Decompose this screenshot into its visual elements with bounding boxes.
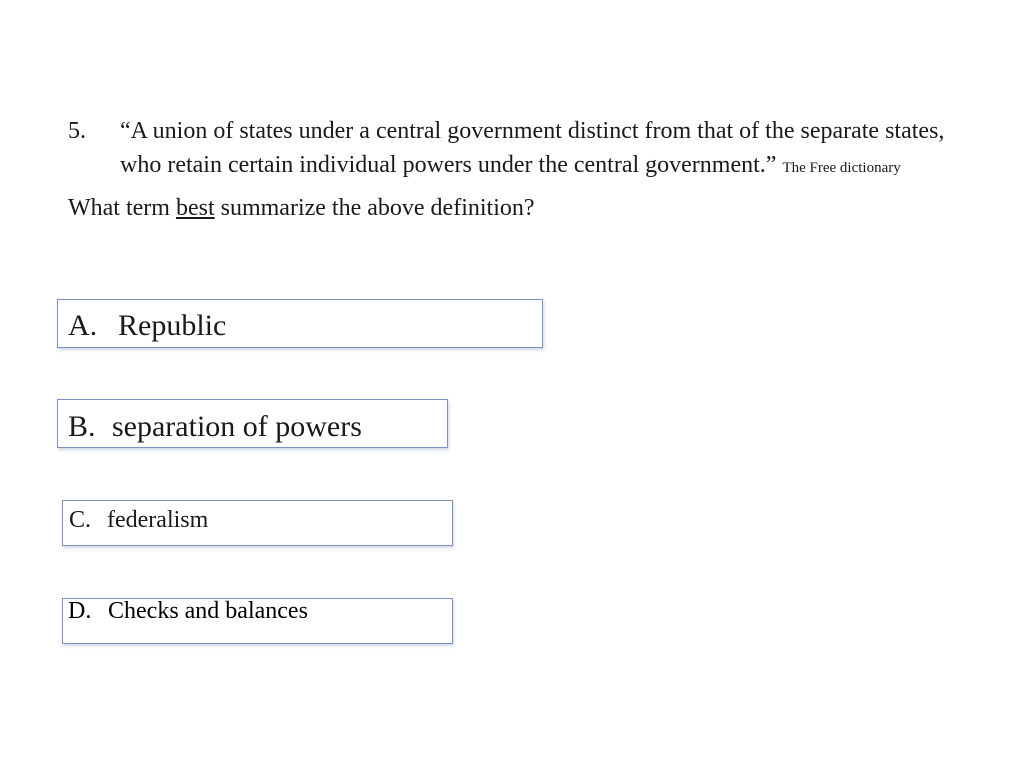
prompt-emphasis: best [175,195,215,221]
question-number: 5. [68,118,86,144]
question-block [68,114,948,225]
choice-letter: D. [68,598,92,624]
question-quote: “A union of states under a central government distinct from that of the separate states, who retain certain individual powers under the central government.” [120,118,945,178]
choice-letter: A. [68,309,98,342]
answer-choice-d[interactable] [62,598,453,644]
prompt-after: summarize the above definition? [220,195,535,221]
question-item [68,114,948,185]
choice-text: Checks and balances [108,598,308,624]
prompt-before: What term [68,195,170,221]
choice-letter: C. [69,507,92,533]
question-text [120,114,948,185]
choice-text: separation of powers [112,410,362,443]
answer-choice-c[interactable] [62,500,453,546]
choice-text: federalism [107,507,209,533]
answer-choice-b[interactable] [57,399,448,448]
question-prompt [68,191,948,225]
choice-letter: B. [68,410,96,443]
question-source: The Free dictionary [782,160,901,176]
choice-text: Republic [118,309,227,342]
answer-choice-a[interactable] [57,299,543,348]
